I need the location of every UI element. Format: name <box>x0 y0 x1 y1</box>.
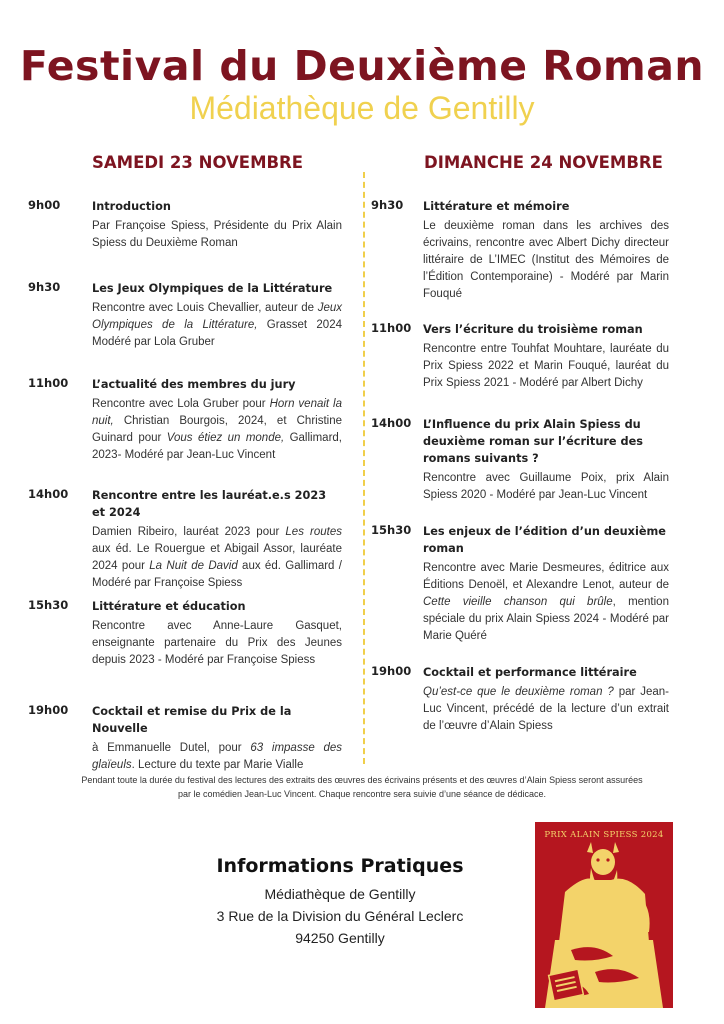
event-description: Qu’est-ce que le deuxième roman ? par Jean-Luc Vincent, précédé de la lecture d’un extrait de l’œuvre d’Alain Spiess <box>423 686 669 732</box>
festival-title: Festival du Deuxième Roman <box>19 42 705 90</box>
event-title: Cocktail et remise du Prix de la Nouvelle <box>92 705 292 735</box>
event-title: Littérature et éducation <box>92 600 246 613</box>
book-title: Les routes <box>285 526 342 538</box>
event-title: Vers l’écriture du troisième roman <box>423 323 643 336</box>
event-description: Rencontre avec Anne-Laure Gasquet, enseignante partenaire du Prix des Jeunes depuis 2023 - Modéré par Françoise Spiess <box>92 620 342 666</box>
event-title: Les enjeux de l’édition d’un deuxième roman <box>423 525 666 555</box>
schedule-event <box>28 198 342 252</box>
address-line: 3 Rue de la Division du Général Leclerc <box>216 908 464 924</box>
event-description: à Emmanuelle Dutel, pour 63 impasse des glaïeuls. Lecture du texte par Marie Vialle <box>92 742 343 771</box>
event-time: 19h00 <box>28 703 69 717</box>
event-title: Rencontre entre les lauréat.e.s 2023 et 2024 <box>92 489 327 519</box>
day-heading-sunday: DIMANCHE 24 NOVEMBRE <box>424 153 663 172</box>
venue-subtitle: Médiathèque de Gentilly <box>189 90 535 126</box>
book-title: Jeux Olympiques de la Littérature, <box>92 302 342 331</box>
event-description: Rencontre avec Lola Gruber pour Horn venait la nuit, Christian Bourgois, 2024, et Christine Guinard pour Vous étiez un monde, Gallimard, 2023- Modéré par Jean-Luc Vincent <box>92 398 342 461</box>
event-description: Damien Ribeiro, lauréat 2023 pour Les routes aux éd. Le Rouergue et Abigail Assor, lauréate 2024 pour La Nuit de David aux éd. Gallimard / Modéré par Françoise Spiess <box>92 526 342 589</box>
moses-statue-illustration <box>535 822 673 1008</box>
event-description: Par Françoise Spiess, Présidente du Prix Alain Spiess du Deuxième Roman <box>92 220 342 249</box>
event-time: 15h30 <box>371 523 412 537</box>
practical-info <box>200 855 480 949</box>
book-tablet <box>549 969 584 1001</box>
book-title: Vous étiez un monde, <box>166 432 285 444</box>
practical-info-title: Informations Pratiques <box>216 855 464 877</box>
event-description: Rencontre avec Louis Chevallier, auteur de Jeux Olympiques de la Littérature, Grasset 2024 Modéré par Lola Gruber <box>92 302 342 348</box>
event-time: 19h00 <box>371 664 412 678</box>
event-time: 14h00 <box>371 416 412 430</box>
poster-label: PRIX ALAIN SPIESS 2024 <box>544 830 664 840</box>
event-time: 11h00 <box>371 321 412 335</box>
schedule-event <box>371 523 669 645</box>
schedule-event <box>371 664 669 735</box>
event-time: 14h00 <box>28 487 69 501</box>
day-heading-saturday: SAMEDI 23 NOVEMBRE <box>92 153 304 172</box>
event-description: Rencontre avec Guillaume Poix, prix Alain Spiess 2020 - Modéré par Jean-Luc Vincent <box>423 472 669 501</box>
prize-poster-image <box>535 822 673 1008</box>
event-title: L’actualité des membres du jury <box>92 378 296 391</box>
event-description: Rencontre avec Marie Desmeures, éditrice aux Éditions Denoël, et Alexandre Lenot, auteur de Cette vieille chanson qui brûle, mention spéciale du prix Alain Spiess 2024 - Modéré par Marie Quéré <box>423 562 669 642</box>
address-line: 94250 Gentilly <box>295 930 385 946</box>
schedule-event <box>371 416 669 504</box>
schedule-event <box>28 376 342 464</box>
column-divider <box>363 172 365 764</box>
schedule-event <box>28 487 342 592</box>
event-title: L’Influence du prix Alain Spiess du deuxième roman sur l’écriture des romans suivants ? <box>423 418 643 465</box>
event-time: 9h30 <box>28 280 61 294</box>
schedule-event <box>371 198 669 303</box>
book-title: Horn venait la nuit, <box>92 398 342 427</box>
schedule-event <box>28 598 342 669</box>
event-time: 9h30 <box>371 198 404 212</box>
address-line: Médiathèque de Gentilly <box>264 886 416 902</box>
event-title: Les Jeux Olympiques de la Littérature <box>92 282 333 295</box>
event-title: Littérature et mémoire <box>423 200 570 213</box>
book-title: Cette vieille chanson qui brûle <box>423 596 613 608</box>
book-title: Qu’est-ce que le deuxième roman ? <box>423 686 614 698</box>
event-time: 11h00 <box>28 376 69 390</box>
festival-footnote: Pendant toute la durée du festival des lectures des extraits des œuvres des écrivains présents et des œuvres d’Alain Spiess seront assurées par le comédien Jean-Luc Vincent. Chaque rencontre sera suivie d’une séance de dédicace. <box>81 775 643 799</box>
schedule-event <box>28 703 342 774</box>
book-title: 63 impasse des glaïeuls <box>92 742 343 771</box>
event-title: Introduction <box>92 200 171 213</box>
schedule-event <box>371 321 669 392</box>
event-time: 15h30 <box>28 598 69 612</box>
event-title: Cocktail et performance littéraire <box>423 666 637 679</box>
event-description: Rencontre entre Touhfat Mouhtare, lauréate du Prix Spiess 2022 et Marin Fouqué, lauréat du Prix Spiess 2021 - Modéré par Albert Dichy <box>423 343 669 389</box>
book-title: La Nuit de David <box>149 560 238 572</box>
event-description: Le deuxième roman dans les archives des écrivains, rencontre avec Albert Dichy directeur littéraire de L’IMEC (Institut des Mémoires de l’Édition Contemporaine) - Modéré par Marin Fouqué <box>423 220 669 300</box>
event-time: 9h00 <box>28 198 61 212</box>
schedule-event <box>28 280 342 351</box>
